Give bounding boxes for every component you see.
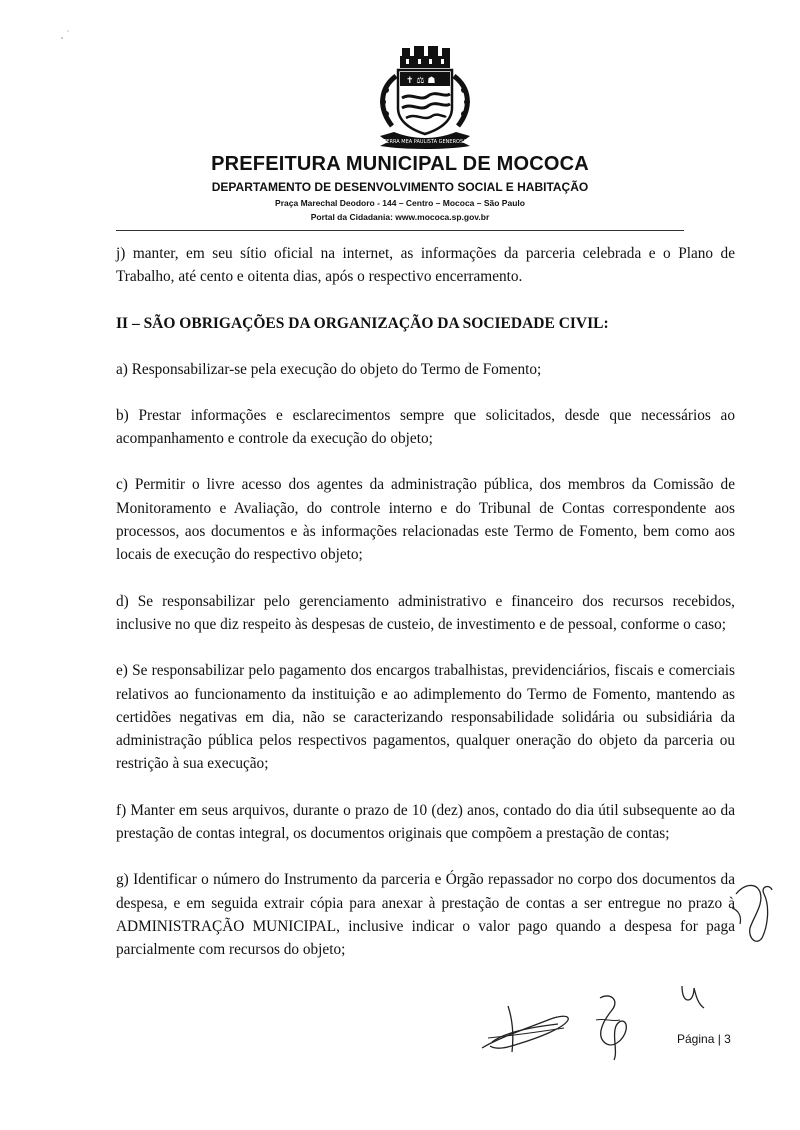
handwritten-mark [676,982,710,1014]
clause-a: a) Responsabilizar-se pela execução do objeto do Termo de Fomento; [116,360,542,378]
document-body [116,242,735,985]
clause-e: e) Se responsabilizar pelo pagamento dos encargos trabalhistas, previdenciários, fiscais e comerciais relativos ao funcionamento da instituição e ao adimplemento do Termo de Fomento, mantendo as certidões negativas em dia, não se caracterizando responsabilidade solidária ou subsidiária da administração pública pelos respectivos pagamentos, qualquer oneração do objeto da parceria ou restrição à sua execução; [116,662,735,773]
header-divider [116,230,684,231]
header-address: Praça Marechal Deodoro - 144 – Centro – Mococa – São Paulo [275,198,525,208]
scan-speck [58,28,72,42]
section-heading: II – SÃO OBRIGAÇÕES DA ORGANIZAÇÃO DA SOCIEDADE CIVIL: [116,314,609,332]
header-department: DEPARTAMENTO DE DESENVOLVIMENTO SOCIAL E HABITAÇÃO [211,180,589,194]
clause-f: f) Manter em seus arquivos, durante o prazo de 10 (dez) anos, contado do dia útil subsequente ao da prestação de contas integral, os documentos originais que compõem a prestação de contas; [116,801,735,843]
margin-initials-signature [730,880,776,950]
clause-b: b) Prestar informações e esclarecimentos sempre que solicitados, desde que necessários ao acompanhamento e controle da execução do objeto; [116,406,735,448]
signature-1 [478,998,574,1058]
svg-text:✝ ⚖ ☗: ✝ ⚖ ☗ [406,76,436,86]
page-number: Página | 3 [677,1032,731,1046]
header-portal: Portal da Cidadania: www.mococa.sp.gov.br [310,212,490,222]
signature-2 [590,990,636,1062]
clause-c: c) Permitir o livre acesso dos agentes da administração pública, dos membros da Comissão de Monitoramento e Avaliação, do controle interno e do Tribunal de Contas correspondente aos processos, aos documentos e às informações relacionadas este Termo de Fomento, bem como aos locais de execução do respectivo objeto; [116,476,735,564]
clause-j: j) manter, em seu sítio oficial na internet, as informações da parceria celebrada e o Plano de Trabalho, até cento e oitenta dias, após o respectivo encerramento. [116,245,735,286]
svg-text:TERRA MEA PAULISTA GENEROSA: TERRA MEA PAULISTA GENEROSA [383,139,467,145]
municipal-crest-logo [366,46,484,150]
clause-d: d) Se responsabilizar pelo gerenciamento administrativo e financeiro dos recursos recebidos, inclusive no que diz respeito às despesas de custeio, de investimento e de pessoal, conforme o caso; [116,592,735,633]
clause-g: g) Identificar o número do Instrumento da parceria e Órgão repassador no corpo dos documentos da despesa, e em seguida extrair cópia para anexar à prestação de contas a ser entregue no prazo à ADMINISTRAÇÃO MUNICIPAL, inclusive indicar o valor pago quando a despesa for paga parcialmente com recursos do objeto; [116,871,735,959]
header-title: PREFEITURA MUNICIPAL DE MOCOCA [211,153,589,175]
